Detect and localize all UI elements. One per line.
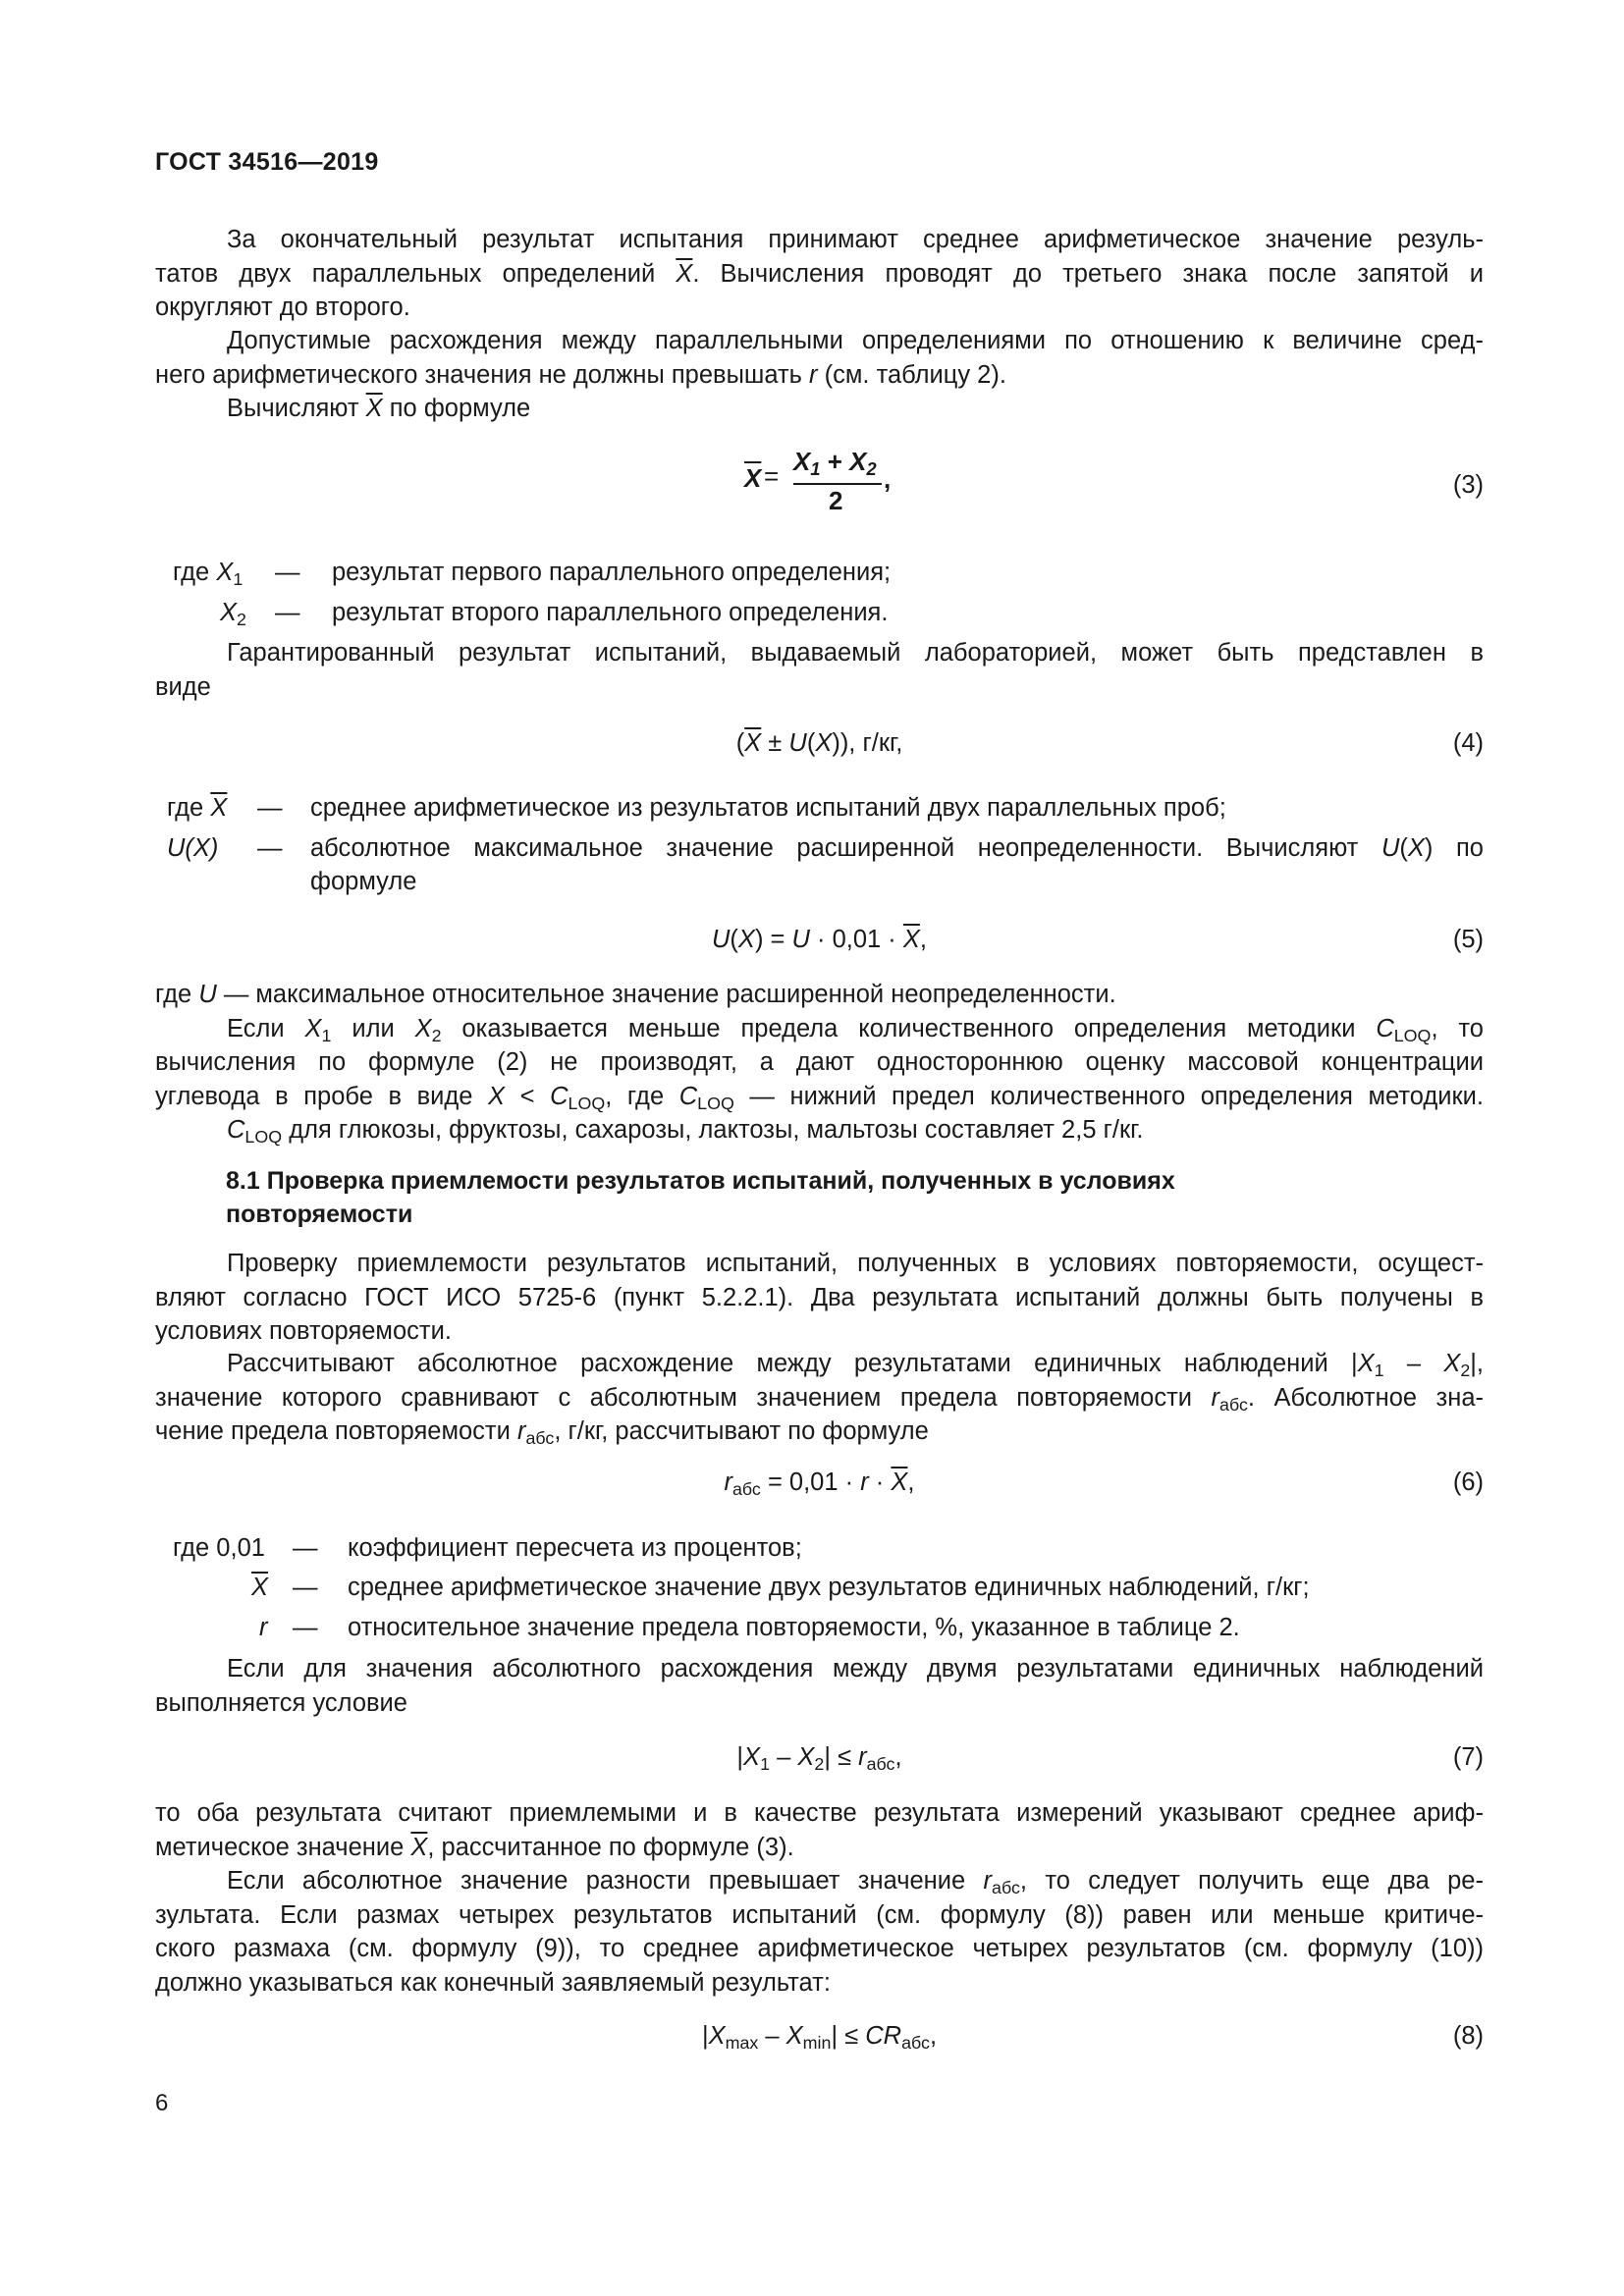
- equation-number: (7): [1452, 1743, 1484, 1771]
- page-number: 6: [155, 2090, 169, 2116]
- formula-4: $(\overline{X} \pm U(X))$, г/кг, (4): [155, 723, 1484, 763]
- document-header: ГОСТ 34516—2019: [155, 148, 379, 176]
- equation-number: (6): [1452, 1468, 1484, 1496]
- paragraph-guaranteed-result: Гарантированный результат испытаний, выдаваемый лабораторией, может быть представлен в виде: [155, 639, 1484, 701]
- paragraph-repeatability-check: Проверку приемлемости результатов испытаний, полученных в условиях повторяемости, осущест- вляют согласно ГОСТ ИСО 5725-6 (пункт 5.2.2.1). Два результата испытаний должны быть получены в условиях повторяемости.: [155, 1250, 1484, 1345]
- formula-5: $U(X) = U \cdot 0,01 \cdot \overline{X}$, (5): [155, 920, 1484, 959]
- paragraph-absolute-discrepancy: Рассчитывают абсолютное расхождение между результатами единичных наблюдений $|X_1 - X_2|$, значение которого сравнивают с абсолютным значением предела повторяемости $r_{абс}$. Абсолютное зна- чение предела повторяемости $r_{абс}$, г/кг, рассчитывают по формуле: [155, 1350, 1485, 1448]
- equation-number: (8): [1452, 2022, 1484, 2050]
- paragraph-allowed-discrepancy: Допустимые расхождения между параллельными определениями по отношению к величине сред- него арифметического значения не должны превышать r (см. таблицу 2).: [155, 327, 1484, 389]
- equation-number: (3): [1452, 471, 1484, 499]
- document-page: ГОСТ 34516—2019 За окончательный результат испытания принимают среднее арифметическое значение резуль- татов двух параллельных определений $\overline{X}$. Вычисления проводят до третьего знака после запятой и округляют до второго. Допустимые расхождения между параллельными определениями по отношению к величине сред- него арифметического значения не должны превышать r (см. таблицу 2). Вычисляют $\overline{X}$ по формуле $\overline{X}$ = $X_1 + X_2$ 2 , (3) где $X_1$ — результат первого параллельного определения; $X_2$ — результат второго параллельного определения. Гарантированный результат испытаний, выдаваемый лабораторией, может быть представлен в виде $(\overline{X} \pm U(X))$, г/кг, (4) где $\overline{X}$ — среднее арифметическое из результатов испытаний двух параллельных проб; U(X) — абсолютное максимальное значение расширенной неопределенности. Вычисляют U(X) по формуле $U(X) = U \cdot 0,01 \cdot \overline{X}$, (5) где U — максимальное относительное значение расширенной неопределенности. Если $X_1$ или $X_2$ оказывается меньше предела количественного определения методики $C_{LOQ}$, то вычисления по формуле (2) не производят, а дают одностороннюю оценку массовой концентрации углевода в пробе в виде $X < C_{LOQ}$, где $C_{LOQ}$ — нижний предел количественного определения методики. $C_{LOQ}$ для глюкозы, фруктозы, сахарозы, лактозы, мальтозы составляет 2,5 г/кг. 8.1 Проверка приемлемости результатов испытаний, полученных в условиях повторяемости Проверку приемлемости результатов испытаний, полученных в условиях повторяемости, осущест- вляют согласно ГОСТ ИСО 5725-6 (пункт 5.2.2.1). Два результата испытаний должны быть получены в условиях повторяемости. Рассчитывают абсолютное расхождение между результатами единичных наблюдений $|X_1 - X_2|$, значение которого сравнивают с абсолютным значением предела повторяемости $r_{абс}$. Абсолютное зна- чение предела повторяемости $r_{абс}$, г/кг, рассчитывают по формуле $r_{абс} = 0,01 \cdot r \cdot \overline{X}$, (6) где 0,01 — коэффициент пересчета из процентов; $\overline{X}$ — среднее арифметическое значение двух результатов единичных наблюдений, г/кг; r — относительное значение предела повторяемости, %, указанное в таблице 2. Если для значения абсолютного расхождения между двумя результатами единичных наблюдений выполняется условие $|X_1 - X_2| \le r_{абс}$, (7) то оба результата считают приемлемыми и в качестве результата измерений указывают среднее ариф- метическое значение $\overline{X}$, рассчитанное по формуле (3). Если абсолютное значение разности превышает значение $r_{абс}$, то следует получить еще два ре- зультата. Если размах четырех результатов испытаний (см. формулу (8)) равен или меньше критиче- ского размаха (см. формулу (9)), то среднее арифметическое четырех результатов (см. формулу (10)) должно указываться как конечный заявляемый результат: $|X_{max} - X_{min}| \le CR_{абс}$, (8) 6: [155, 148, 1485, 2116]
- formula-7: $|X_1 - X_2| \le r_{абс}$, (7): [155, 1737, 1484, 1777]
- paragraph-final-result: За окончательный результат испытания принимают среднее арифметическое значение резуль- татов двух параллельных определений $\overline{X}$. Вычисления проводят до третьего знака после запятой и округляют до второго.: [155, 226, 1484, 321]
- paragraph-compute-formula: Вычисляют $\overline{X}$ по формуле: [227, 395, 531, 422]
- equation-number: (4): [1452, 729, 1484, 757]
- paragraph-acceptable: то оба результата считают приемлемыми и в качестве результата измерений указывают среднее ариф- метическое значение $\overline{X}$, рассчитанное по формуле (3).: [155, 1799, 1484, 1861]
- paragraph-condition: Если для значения абсолютного расхождения между двумя результатами единичных наблюдений выполняется условие: [155, 1655, 1484, 1717]
- equation-number: (5): [1452, 926, 1484, 953]
- formula-8: $|X_{max} - X_{min}| \le CR_{абс}$, (8): [155, 2016, 1484, 2056]
- paragraph-critical-range: Если абсолютное значение разности превышает значение $r_{абс}$, то следует получить еще два ре- зультата. Если размах четырех результатов испытаний (см. формулу (8)) равен или меньше критиче- ского размаха (см. формулу (9)), то среднее арифметическое четырех результатов (см. формулу (10)) должно указываться как конечный заявляемый результат:: [155, 1867, 1484, 1997]
- section-heading-8-1: 8.1 Проверка приемлемости результатов испытаний, полученных в условиях повторяемости: [226, 1167, 1175, 1228]
- formula-6: $r_{абс} = 0,01 \cdot r \cdot \overline{X}$, (6): [155, 1463, 1484, 1502]
- paragraph-loq: где U — максимальное относительное значение расширенной неопределенности. Если $X_1$ или $X_2$ оказывается меньше предела количественного определения методики $C_{LOQ}$, то вычисления по формуле (2) не производят, а дают одностороннюю оценку массовой концентрации углевода в пробе в виде $X < C_{LOQ}$, где $C_{LOQ}$ — нижний предел количественного определения методики. $C_{LOQ}$ для глюкозы, фруктозы, сахарозы, лактозы, мальтозы составляет 2,5 г/кг.: [155, 981, 1484, 1147]
